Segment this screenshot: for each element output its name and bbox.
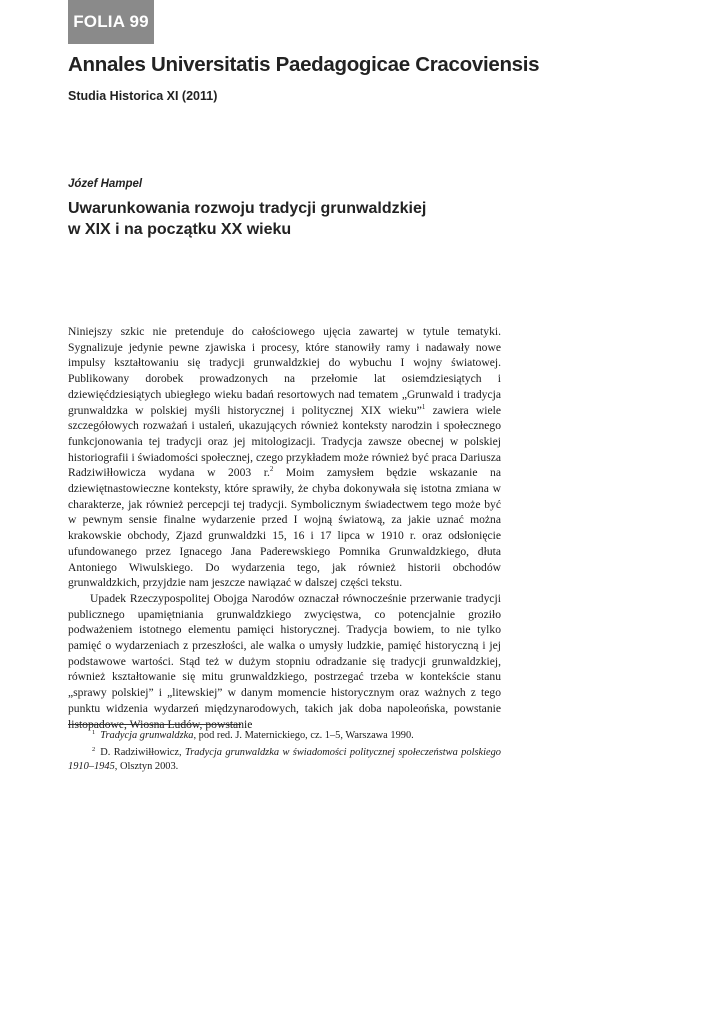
footnote-2 [68, 746, 501, 774]
folia-label: FOLIA 99 [73, 12, 149, 31]
series-title: Studia Historica XI (2011) [68, 89, 218, 103]
footnote-2-rest: , Olsztyn 2003. [114, 761, 179, 772]
paragraph-2: Upadek Rzeczypospolitej Obojga Narodów oznaczał równocześnie przerwanie tradycji publicznego upamiętniania grunwaldzkiego zwycięstwa, co potencjalnie groziło podważeniem istotnego elementu pamięci historycznej. Tradycja bowiem, to nie tylko pamięć o wydarzeniach z przeszłości, ale walka o umysły ludzkie, pamięć historyczną i jej podstawowe wartości. Stąd też w dużym stopniu odradzanie się tradycji grunwaldzkiej, również kształtowanie się mitu grunwaldzkiego, postrzegać trzeba w kontekście stanu „sprawy polskiej” i „litewskiej” w danym momencie historycznym oraz ważnych z tego punktu widzenia wydarzeń międzynarodowych, takich jak doba napoleońska, powstanie listopadowe, Wiosna Ludów, powstanie [68, 591, 501, 731]
footnote-1-rest: , pod red. J. Maternickiego, cz. 1–5, Warszawa 1990. [193, 730, 414, 741]
footnote-2-title: Tradycja grunwaldzka w świadomości politycznej społeczeństwa polskiego 1910–1945 [68, 747, 501, 772]
footnote-ref-1[interactable]: 1 [421, 402, 426, 411]
journal-title: Annales Universitatis Paedagogicae Cracoviensis [68, 53, 540, 76]
footnote-2-number: 2 [92, 745, 96, 753]
footnotes [68, 729, 501, 777]
footnote-divider [68, 724, 241, 725]
footnote-1-title: Tradycja grunwaldzka [100, 730, 194, 741]
paragraph-1 [68, 324, 501, 591]
folia-badge [68, 0, 154, 44]
paragraph-1-part-a: Niniejszy szkic nie pretenduje do całościowego ujęcia zawartej w tytule tematyki. Sygnalizuje jedynie pewne zjawiska i procesy, które stanowiły ramy i nadawały nowe impulsy kształtowaniu się tradycji grunwaldzkiej do wybuchu I wojny światowej. Publikowany dorobek prowadzonych na przełomie lat osiemdziesiątych i dziewięćdziesiątych ubiegłego wieku badań resortowych nad tematem „Grunwald i tradycja grunwaldzka w polskiej myśli historycznej i politycznej XIX wieku” [68, 325, 501, 417]
article-body [68, 324, 501, 732]
footnote-1-number: 1 [92, 728, 96, 736]
article-title [68, 198, 588, 240]
paragraph-1-part-b: zawiera wiele szczegółowych rozważań i ustaleń, ukazujących również konteksty narodzin i społecznego funkcjonowania tej tradycji oraz jej mitologizacji. Tradycja zawsze obecnej w polskiej historiografii i świadomości społecznej, czego przykładem może również być praca Dariusza Radziwiłłowicza wydana w 2003 r. [68, 403, 501, 480]
footnote-ref-2[interactable]: 2 [269, 465, 274, 474]
article-title-line-2: w XIX i na początku XX wieku [68, 221, 292, 238]
article-title-line-1: Uwarunkowania rozwoju tradycji grunwaldzkiej [68, 200, 427, 217]
article-author: Józef Hampel [68, 178, 143, 190]
footnote-1 [68, 729, 501, 743]
footnote-2-author: D. Radziwiłłowicz, [100, 747, 185, 758]
paragraph-1-part-c: Moim zamysłem będzie wskazanie na dziewiętnastowieczne konteksty, które sprawiły, że chyba dokonywała się istotna zmiana w charakterze, jak również percepcji tej tradycji. Symbolicznym świadectwem tego może być w pewnym sensie finalne wydarzenie przed I wojną światową, za jakie uznać można krakowskie obchody, Zjazd grunwaldzki 15, 16 i 17 lipca w 1910 r. oraz odsłonięcie ufundowanego przez Ignacego Jana Paderewskiego Pomnika Grunwaldzkiego, dłuta Antoniego Wiwulskiego. Do wydarzenia tego, jak również historii obchodów grunwaldzkich, przyjdzie nam jeszcze nawiązać w dalszej części tekstu. [68, 466, 501, 590]
